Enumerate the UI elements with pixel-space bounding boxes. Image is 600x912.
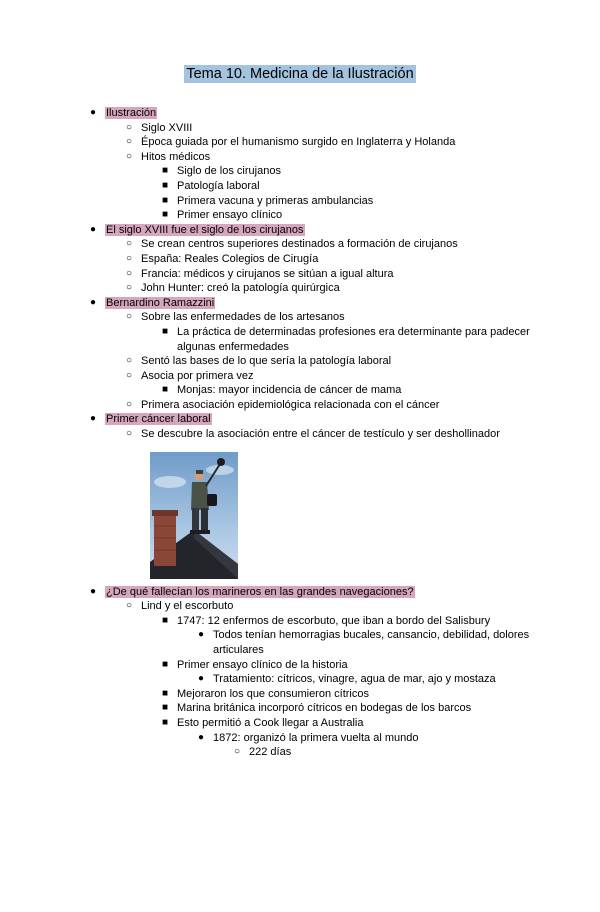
bullet-circle-icon: ○: [234, 746, 241, 758]
list-item-text: Hitos médicos: [141, 150, 211, 163]
list-item: [126, 398, 540, 413]
list-item: [162, 383, 540, 398]
bullet-circle-icon: ○: [126, 150, 133, 162]
bullet-disc-icon: ●: [90, 413, 97, 425]
list-item: [90, 106, 540, 121]
bullet-square-icon: ■: [162, 165, 169, 177]
list-item: [126, 267, 540, 282]
list-item: [126, 121, 540, 136]
list-item-text: España: Reales Colegios de Cirugía: [141, 252, 319, 265]
list-item: [162, 716, 540, 731]
list-item: [90, 412, 540, 427]
bullet-disc-icon: ●: [198, 731, 205, 743]
bullet-circle-icon: ○: [126, 311, 133, 323]
bullet-disc-icon: ●: [90, 107, 97, 118]
list-item: [126, 599, 540, 614]
list-item-text: Tratamiento: cítricos, vinagre, agua de mar, ajo y mostaza: [213, 673, 496, 686]
list-item-text: Primer ensayo clínico: [177, 209, 283, 222]
list-item: [126, 237, 540, 252]
list-item: [126, 354, 540, 369]
list-item-text: John Hunter: creó la patología quirúrgica: [141, 282, 340, 295]
page-title-text: Tema 10. Medicina de la Ilustración: [186, 66, 414, 82]
list-item-text: Patología laboral: [177, 179, 260, 192]
list-item: [198, 672, 540, 687]
bullet-circle-icon: ○: [126, 267, 133, 279]
list-item-text: Primera vacuna y primeras ambulancias: [177, 194, 374, 207]
bullet-circle-icon: ○: [126, 428, 133, 440]
bullet-disc-icon: ●: [90, 585, 97, 597]
bullet-square-icon: ■: [162, 209, 169, 221]
list-item-text: Primer ensayo clínico de la historia: [177, 658, 348, 671]
bullet-disc-icon: ●: [198, 673, 205, 685]
bullet-square-icon: ■: [162, 179, 169, 191]
bullet-disc-icon: ●: [90, 223, 97, 235]
list-item: [126, 310, 540, 325]
list-item-text: Todos tenían hemorragias bucales, cansancio, debilidad, dolores articulares: [213, 629, 530, 657]
list-item-text: Primera asociación epidemiológica relacionada con el cáncer: [141, 398, 440, 411]
list-item-text: 1872: organizó la primera vuelta al mundo: [213, 731, 419, 744]
list-item-text: Se descubre la asociación entre el cáncer de testículo y ser deshollinador: [141, 428, 500, 441]
list-item: [126, 427, 540, 442]
list-item-text: Se crean centros superiores destinados a formación de cirujanos: [141, 238, 458, 251]
page-title: [0, 64, 600, 84]
list-item-text: Monjas: mayor incidencia de cáncer de mama: [177, 384, 402, 397]
list-item: [162, 208, 540, 223]
bullet-square-icon: ■: [162, 687, 169, 699]
list-item-text: Marina británica incorporó cítricos en bodegas de los barcos: [177, 702, 472, 715]
bullet-circle-icon: ○: [126, 238, 133, 250]
list-item: [90, 223, 540, 238]
chimney-sweep-photo: [150, 452, 238, 579]
list-item-text: Asocia por primera vez: [141, 369, 254, 382]
list-item-text: Francia: médicos y cirujanos se sitúan a igual altura: [141, 267, 394, 280]
list-item: [198, 628, 540, 657]
bullet-circle-icon: ○: [126, 600, 133, 612]
list-item-text: Sobre las enfermedades de los artesanos: [141, 311, 345, 324]
list-item: [126, 369, 540, 384]
list-item: [162, 658, 540, 673]
list-item-text: Lind y el escorbuto: [141, 600, 234, 613]
list-item: [162, 325, 540, 354]
list-item: [162, 194, 540, 209]
list-item: [234, 745, 540, 760]
list-item: [126, 281, 540, 296]
bullet-square-icon: ■: [162, 717, 169, 728]
bullet-circle-icon: ○: [126, 355, 133, 367]
list-item: [162, 687, 540, 702]
bullet-square-icon: ■: [162, 614, 169, 626]
list-item: [126, 150, 540, 165]
bullet-circle-icon: ○: [126, 136, 133, 148]
list-item-text: 222 días: [249, 746, 292, 759]
bullet-square-icon: ■: [162, 384, 169, 396]
list-item: [162, 179, 540, 194]
list-item: [162, 614, 540, 629]
bullet-circle-icon: ○: [126, 121, 133, 133]
bullet-disc-icon: ●: [198, 629, 205, 641]
list-item: [126, 252, 540, 267]
bullet-square-icon: ■: [162, 194, 169, 206]
bullet-circle-icon: ○: [126, 398, 133, 410]
bullet-circle-icon: ○: [126, 282, 133, 294]
list-item: [162, 164, 540, 179]
list-item-text: Época guiada por el humanismo surgido en Inglaterra y Holanda: [141, 136, 456, 149]
list-item-text: Primer cáncer laboral: [106, 413, 211, 426]
outline-list: [0, 106, 600, 760]
list-item: [162, 701, 540, 716]
bullet-square-icon: ■: [162, 325, 169, 337]
list-item: [90, 585, 540, 600]
list-item-text: Esto permitió a Cook llegar a Australia: [177, 717, 364, 729]
list-item: [90, 296, 540, 311]
list-item: [126, 135, 540, 150]
bullet-circle-icon: ○: [126, 252, 133, 264]
list-item-text: ¿De qué fallecían los marineros en las grandes navegaciones?: [106, 585, 414, 598]
list-item-text: 1747: 12 enfermos de escorbuto, que iban a bordo del Salisbury: [177, 614, 491, 627]
list-item: [198, 731, 540, 746]
list-item-text: Bernardino Ramazzini: [106, 296, 215, 309]
document-page: [0, 64, 600, 912]
bullet-square-icon: ■: [162, 658, 169, 670]
list-item-text: La práctica de determinadas profesiones era determinante para padecer algunas enfermedades: [177, 325, 530, 353]
list-item-text: Ilustración: [106, 107, 157, 119]
list-item-text: Siglo de los cirujanos: [177, 165, 281, 178]
bullet-square-icon: ■: [162, 702, 169, 714]
list-item-text: Siglo XVIII: [141, 121, 193, 134]
list-item-text: Mejoraron los que consumieron cítricos: [177, 687, 369, 700]
bullet-circle-icon: ○: [126, 369, 133, 381]
bullet-disc-icon: ●: [90, 296, 97, 308]
list-item-text: El siglo XVIII fue el siglo de los cirujanos: [106, 223, 304, 236]
list-item-text: Sentó las bases de lo que sería la patología laboral: [141, 355, 392, 368]
